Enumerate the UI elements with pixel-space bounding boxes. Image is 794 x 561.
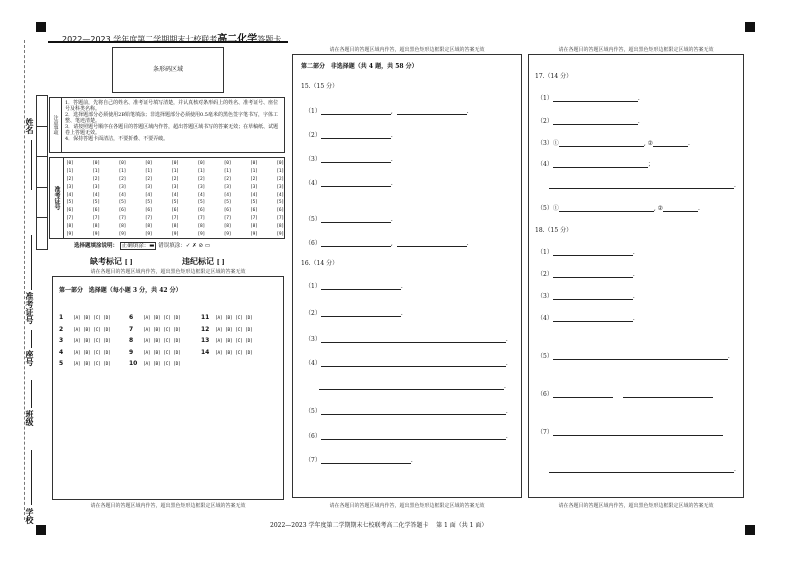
q18-item-5: （5） . <box>537 353 730 360</box>
answer-blank[interactable] <box>397 107 467 115</box>
choice-number: 4 <box>59 348 64 356</box>
choice-number: 7 <box>129 325 134 333</box>
exam-id-bubble[interactable]: [3] <box>66 184 74 190</box>
choice-options[interactable]: [A] [B] [C] [D] <box>143 327 181 333</box>
exam-id-bubble[interactable]: [3] <box>171 184 179 190</box>
exam-id-bubble[interactable]: [0] <box>118 161 127 166</box>
absent-label: 缺考标记 <box>90 256 122 266</box>
answer-blank[interactable] <box>321 282 401 290</box>
exam-id-bubble[interactable]: [7] <box>144 216 153 222</box>
q15-item-5: （5） . <box>305 216 393 223</box>
violation-box[interactable]: [ ] <box>216 259 225 266</box>
answer-blank[interactable] <box>553 352 728 360</box>
q17-item-4: （4） ； <box>537 161 654 168</box>
fill-example <box>74 241 210 249</box>
q16-item-4: （4） . <box>305 360 508 367</box>
q18-item-7: （7） <box>537 427 723 436</box>
exam-id-bubble[interactable]: [8] <box>144 224 153 229</box>
exam-id-bubble[interactable]: [4] <box>118 192 127 198</box>
exam-id-bubble[interactable]: [5] <box>118 200 127 206</box>
notes-box <box>49 97 285 153</box>
q16-item-7: （7） . <box>305 457 413 464</box>
notes-item: 4．保持答题卡面清洁，不要折叠、不要弄破。 <box>65 136 169 142</box>
exam-id-column <box>250 161 258 237</box>
choice-number: 9 <box>129 348 134 356</box>
exam-id-bubble[interactable]: [1] <box>276 168 284 174</box>
choice-number: 12 <box>201 325 210 333</box>
exam-id-bubble[interactable]: [5] <box>171 200 179 206</box>
answer-blank[interactable] <box>553 292 633 300</box>
answer-blank[interactable] <box>553 314 633 322</box>
exam-id-bubble[interactable]: [5] <box>223 200 232 206</box>
exam-id-column <box>197 161 205 237</box>
exam-id-bubble[interactable]: [4] <box>66 192 74 198</box>
exam-id-column <box>92 161 100 237</box>
class-write-line[interactable] <box>31 380 32 408</box>
exam-id-bubble[interactable]: [2] <box>223 176 232 182</box>
choice-options[interactable]: [A] [B] [C] [D] <box>143 362 181 367</box>
exam-id-bubble[interactable]: [8] <box>66 224 74 229</box>
q18-item-6: （6） <box>537 389 713 398</box>
choice-options[interactable]: [A] [B] [C] [D] <box>215 327 253 333</box>
exam-id-column <box>171 161 179 237</box>
exam-id-columns[interactable] <box>66 161 284 237</box>
answer-blank[interactable] <box>321 179 391 187</box>
exam-id-bubble[interactable]: [3] <box>118 184 127 190</box>
exam-id-bubble[interactable]: [4] <box>171 192 179 198</box>
answer-blank[interactable] <box>321 456 411 464</box>
choice-number: 8 <box>129 337 134 344</box>
exam-id-bubble[interactable]: [9] <box>66 231 74 237</box>
q16-item-3: （3） . <box>305 336 508 343</box>
exam-id-bubble[interactable]: [8] <box>118 224 127 229</box>
exam-id-bubble[interactable]: [1] <box>223 168 232 174</box>
exam-id-bubble[interactable]: [7] <box>276 216 284 222</box>
exam-id-column <box>66 161 74 237</box>
violation-mark[interactable] <box>182 256 225 267</box>
exam-id-bubble[interactable]: [2] <box>197 176 206 182</box>
fill-example-label: 选择题填涂说明： <box>74 243 119 249</box>
exam-id-bubble[interactable]: [0] <box>171 161 179 166</box>
exam-id-bubble[interactable]: [9] <box>223 231 232 237</box>
answer-blank[interactable] <box>553 94 638 102</box>
exam-id-bubble[interactable]: [3] <box>197 184 206 190</box>
answer-blank[interactable] <box>553 117 638 125</box>
exam-id-bubble[interactable]: [9] <box>171 231 179 237</box>
title-suffix: 答题卡 <box>257 35 282 44</box>
exam-id-bubble[interactable]: [4] <box>223 192 232 198</box>
school-write-line[interactable] <box>31 450 32 505</box>
answer-blank[interactable] <box>653 139 688 147</box>
right-answer-area <box>528 54 744 498</box>
exam-id-bubble[interactable]: [6] <box>197 208 206 214</box>
q18-item-1: （1） . <box>537 249 635 256</box>
q16-head: 16.（14 分） <box>301 260 339 267</box>
part2-subtitle: 非选择题（共 4 题，共 58 分） <box>330 63 418 70</box>
exam-id-bubble[interactable]: [1] <box>197 168 206 174</box>
choice-number: 10 <box>129 360 138 367</box>
answer-blank[interactable] <box>663 204 698 212</box>
side-label-school: 学校 <box>25 508 34 524</box>
exam-id-bubble[interactable]: [1] <box>171 168 179 174</box>
choice-options[interactable]: [A] [B] [C] [D] <box>73 327 111 333</box>
absent-mark[interactable] <box>90 256 133 267</box>
q16-item-5: （5） . <box>305 408 508 415</box>
q18-head: 18.（15 分） <box>535 227 573 234</box>
choice-options[interactable]: [A] [B] [C] [D] <box>215 350 253 356</box>
q15-head: 15.（15 分） <box>301 83 339 90</box>
side-label-exam-id: 准考证号 <box>25 292 34 324</box>
barcode-label: 条形码区域 <box>152 66 183 73</box>
violation-label: 违纪标记 <box>182 256 214 266</box>
q15-item-3: （3） . <box>305 156 393 163</box>
footer <box>270 520 487 529</box>
answer-blank[interactable] <box>321 107 391 115</box>
exam-id-column <box>119 161 127 237</box>
answer-blank[interactable] <box>553 160 648 168</box>
answer-blank[interactable] <box>559 139 644 147</box>
exam-id-bubble[interactable]: [4] <box>276 192 284 198</box>
exam-id-bubble[interactable]: [3] <box>250 184 258 190</box>
answer-blank[interactable] <box>559 204 654 212</box>
answer-blank[interactable] <box>321 155 391 163</box>
exam-id-label: 准考证号 <box>53 186 60 210</box>
part1-choice-area <box>52 276 284 500</box>
exam-id-column <box>224 161 232 237</box>
q15-item-4: （4） . <box>305 180 393 187</box>
q17-item-4-cont: . <box>549 181 736 189</box>
absent-box[interactable]: [ ] <box>124 259 133 266</box>
answer-blank[interactable] <box>549 181 734 189</box>
area-notice: 请在各题目的答题区域内作答，超出黑色矩形边框限定区域的答案无效 <box>558 47 714 53</box>
exam-id-bubble[interactable]: [6] <box>250 208 258 214</box>
exam-id-column <box>276 161 284 237</box>
exam-id-bubble[interactable]: [4] <box>144 192 153 198</box>
choice-options[interactable]: [A] [B] [C] [D] <box>143 316 181 321</box>
exam-id-bubble[interactable]: [0] <box>144 161 153 166</box>
exam-id-bubble[interactable]: [1] <box>250 168 258 174</box>
exam-id-grid <box>49 157 285 239</box>
answer-blank[interactable] <box>623 390 713 398</box>
side-label-seat: 座号 <box>25 350 34 366</box>
choice-row <box>201 339 253 358</box>
choice-number: 3 <box>59 337 64 344</box>
exam-id-bubble[interactable]: [2] <box>66 176 74 182</box>
exam-id-bubble[interactable]: [6] <box>276 208 284 214</box>
part1-title: 第一部分 <box>59 287 84 294</box>
choice-options[interactable]: [A] [B] [C] [D] <box>73 316 111 321</box>
side-label-name: 姓名 <box>25 118 34 134</box>
name-write-line[interactable] <box>31 140 32 190</box>
q15-item-6: （6） , . <box>305 240 469 247</box>
exam-id-bubble[interactable]: [1] <box>92 168 100 174</box>
answer-blank[interactable] <box>321 432 506 440</box>
q17-item-1: （1） . <box>537 95 640 102</box>
q16-item-2: （2） . <box>305 310 403 317</box>
q17-item-5: （5）① , ② . <box>537 205 700 212</box>
fill-example-correct: 正确填涂：▬ <box>121 243 155 249</box>
q16-item-1: （1） . <box>305 283 403 290</box>
exam-id-bubble[interactable]: [9] <box>144 231 153 237</box>
area-notice: 请在各题目的答题区域内作答，超出黑色矩形边框限定区域的答案无效 <box>90 503 246 509</box>
exam-id-write-line[interactable] <box>31 235 32 290</box>
footer-page: 第 1 面（共 1 面） <box>436 522 488 529</box>
binding-line <box>24 40 25 520</box>
exam-id-bubble[interactable]: [0] <box>197 161 206 166</box>
choice-options[interactable]: [A] [B] [C] [D] <box>215 316 253 321</box>
answer-blank[interactable] <box>321 309 401 317</box>
exam-id-bubble[interactable]: [5] <box>144 200 153 206</box>
choice-options[interactable]: [A] [B] [C] [D] <box>73 362 111 367</box>
answer-blank[interactable] <box>553 270 633 278</box>
q18-item-3: （3） . <box>537 293 635 300</box>
registration-mark-top-left <box>36 22 46 32</box>
choice-number: 1 <box>59 314 64 321</box>
exam-id-column <box>145 161 153 237</box>
exam-id-bubble[interactable]: [2] <box>118 176 127 182</box>
answer-blank[interactable] <box>321 335 506 343</box>
part1-heading <box>59 287 182 295</box>
exam-id-bubble[interactable]: [6] <box>223 208 232 214</box>
q18-item-2: （2） . <box>537 271 635 278</box>
choice-number: 13 <box>201 337 210 344</box>
notes-item: 2．选择题部分必须使用2B铅笔填涂；非选择题部分必须使用0.5毫米的黑色签字笔书写，字体工整、笔迹清楚。 <box>65 112 278 124</box>
footer-text: 2022—2023 学年度第二学期期末七校联考高二化学答题卡 <box>270 522 429 529</box>
fill-example-wrong: 错误填涂：✓ ✗ ⊘ ▭ <box>158 243 211 249</box>
exam-id-bubble[interactable]: [0] <box>276 161 284 166</box>
notes-item: 3．请按照题号顺序在各题目的答题区域内作答，超出答题区域书写的答案无效；在草稿纸、试题卷上答题无效。 <box>65 124 279 136</box>
exam-id-bubble[interactable]: [8] <box>223 224 232 229</box>
choice-options[interactable]: [A] [B] [C] [D] <box>143 339 181 344</box>
exam-id-bubble[interactable]: [7] <box>118 216 127 222</box>
part2-heading <box>301 63 418 71</box>
header-rule <box>48 41 288 43</box>
exam-id-bubble[interactable]: [8] <box>276 224 284 229</box>
exam-id-bubble[interactable]: [7] <box>171 216 179 222</box>
notes-item: 1．答题前，先将自己的姓名、准考证号填写清楚，并认真核对条形码上的姓名、准考证号、座位号及科类名称。 <box>65 100 279 112</box>
exam-id-bubble[interactable]: [3] <box>276 184 284 190</box>
answer-blank[interactable] <box>549 465 734 473</box>
exam-id-bubble[interactable]: [0] <box>250 161 258 166</box>
middle-answer-area <box>292 54 522 498</box>
part1-subtitle: 选择题（每小题 3 分，共 42 分） <box>88 287 182 294</box>
q18-item-7-cont: . <box>549 465 736 473</box>
part2-title: 第二部分 <box>301 63 326 70</box>
exam-id-bubble[interactable]: [1] <box>118 168 127 174</box>
exam-id-bubble[interactable]: [8] <box>92 224 100 229</box>
barcode-area <box>112 47 224 93</box>
exam-id-bubble[interactable]: [9] <box>276 231 284 237</box>
exam-id-bubble[interactable]: [7] <box>92 216 100 222</box>
area-notice: 请在各题目的答题区域内作答，超出黑色矩形边框限定区域的答案无效 <box>329 47 485 53</box>
wrong-mark: ✓ ✗ ⊘ ▭ <box>185 243 211 249</box>
notes-title: 注意事项 <box>52 115 59 135</box>
exam-id-bubble[interactable]: [3] <box>92 184 100 190</box>
exam-id-bubble[interactable]: [2] <box>144 176 153 182</box>
q17-head: 17.（14 分） <box>535 73 573 80</box>
exam-id-bubble[interactable]: [5] <box>197 200 206 206</box>
q15-item-1: （1） , . <box>305 108 469 115</box>
choice-number: 11 <box>201 314 210 321</box>
choice-number: 6 <box>129 314 134 321</box>
q16-item-4-cont: . <box>319 382 506 390</box>
exam-id-bubble[interactable]: [6] <box>92 208 100 214</box>
exam-id-bubble[interactable]: [4] <box>250 192 258 198</box>
choice-options[interactable]: [A] [B] [C] [D] <box>143 350 181 356</box>
choice-options[interactable]: [A] [B] [C] [D] <box>73 339 111 344</box>
choice-row <box>59 350 111 369</box>
exam-id-bubble[interactable]: [0] <box>66 161 74 166</box>
answer-blank[interactable] <box>321 407 506 415</box>
q17-item-2: （2） . <box>537 118 640 125</box>
area-notice: 请在各题目的答题区域内作答，超出黑色矩形边框限定区域的答案无效 <box>90 269 246 275</box>
exam-id-bubble[interactable]: [0] <box>92 161 100 166</box>
exam-id-bubble[interactable]: [9] <box>250 231 258 237</box>
exam-id-bubble[interactable]: [6] <box>144 208 153 214</box>
choice-number: 2 <box>59 325 64 333</box>
exam-id-bubble[interactable]: [7] <box>250 216 258 222</box>
exam-id-bubble[interactable]: [2] <box>171 176 179 182</box>
answer-blank[interactable] <box>321 131 391 139</box>
exam-id-bubble[interactable]: [4] <box>92 192 100 198</box>
answer-blank[interactable] <box>321 239 391 247</box>
answer-blank[interactable] <box>553 428 723 436</box>
exam-id-bubble[interactable]: [4] <box>197 192 206 198</box>
side-label-class: 班级 <box>25 410 34 426</box>
exam-id-bubble[interactable]: [3] <box>144 184 153 190</box>
exam-id-bubble[interactable]: [9] <box>197 231 206 237</box>
exam-id-bubble[interactable]: [6] <box>171 208 179 214</box>
exam-id-bubble[interactable]: [5] <box>92 200 100 206</box>
exam-id-bubble[interactable]: [8] <box>250 224 258 229</box>
exam-id-bubble[interactable]: [7] <box>223 216 232 222</box>
area-notice: 请在各题目的答题区域内作答，超出黑色矩形边框限定区域的答案无效 <box>558 503 714 509</box>
exam-id-bubble[interactable]: [6] <box>118 208 127 214</box>
answer-blank[interactable] <box>553 248 633 256</box>
seat-write-line[interactable] <box>31 330 32 348</box>
registration-mark-bottom-right <box>745 525 755 535</box>
exam-id-bubble[interactable]: [2] <box>276 176 284 182</box>
answer-blank[interactable] <box>321 215 391 223</box>
answer-blank[interactable] <box>321 359 506 367</box>
exam-id-bubble[interactable]: [3] <box>223 184 232 190</box>
title-subject: 高二化学 <box>217 34 258 45</box>
exam-id-bubble[interactable]: [8] <box>171 224 179 229</box>
title-prefix: 2022—2023 学年度第二学期期末七校联考 <box>62 35 218 44</box>
answer-blank[interactable] <box>553 390 613 398</box>
exam-id-bubble[interactable]: [2] <box>250 176 258 182</box>
exam-id-bubble[interactable]: [2] <box>92 176 100 182</box>
exam-id-bubble[interactable]: [5] <box>66 200 74 206</box>
q18-item-4: （4） . <box>537 315 635 322</box>
exam-id-bubble[interactable]: [5] <box>250 200 258 206</box>
correct-mark: ▬ <box>149 243 155 249</box>
q15-item-2: （2） . <box>305 132 393 139</box>
choice-number: 14 <box>201 348 210 356</box>
choice-options[interactable]: [A] [B] [C] [D] <box>215 339 253 344</box>
answer-blank[interactable] <box>397 239 467 247</box>
q16-item-6: （6） . <box>305 433 508 440</box>
exam-id-bubble[interactable]: [1] <box>144 168 153 174</box>
exam-id-bubble[interactable]: [1] <box>66 168 74 174</box>
exam-id-bubble[interactable]: [7] <box>197 216 206 222</box>
exam-id-bubble[interactable]: [7] <box>66 216 74 222</box>
area-notice: 请在各题目的答题区域内作答，超出黑色矩形边框限定区域的答案无效 <box>329 503 485 509</box>
exam-id-bubble[interactable]: [8] <box>197 224 206 229</box>
choice-number: 5 <box>59 360 64 367</box>
q17-item-3: （3）① , ② . <box>537 140 690 147</box>
choice-row <box>129 350 181 369</box>
exam-id-bubble[interactable]: [9] <box>92 231 100 237</box>
answer-blank[interactable] <box>319 382 504 390</box>
exam-id-bubble[interactable]: [0] <box>223 161 232 166</box>
registration-mark-bottom-left <box>36 525 46 535</box>
field-box-strip <box>36 95 48 250</box>
exam-id-bubble[interactable]: [9] <box>118 231 127 237</box>
exam-id-bubble[interactable]: [5] <box>276 200 284 206</box>
registration-mark-top-right <box>745 22 755 32</box>
choice-options[interactable]: [A] [B] [C] [D] <box>73 350 111 356</box>
exam-id-bubble[interactable]: [6] <box>66 208 74 214</box>
